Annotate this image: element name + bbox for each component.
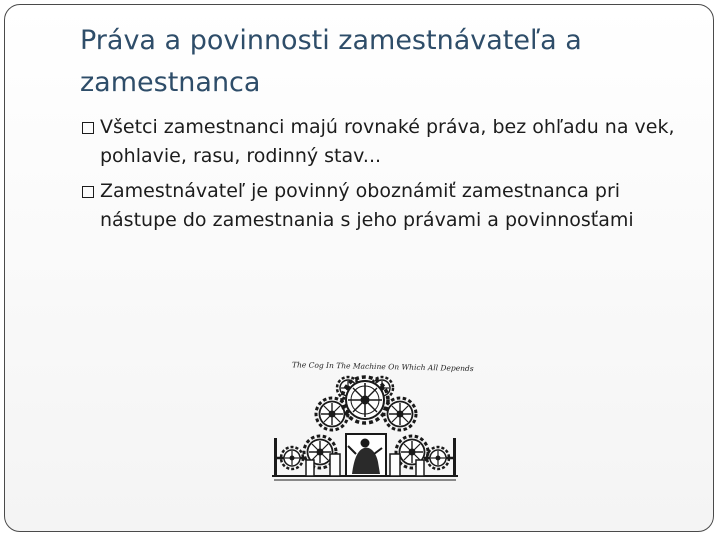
- bullet-item: [82, 177, 702, 235]
- illustration-caption: The Cog In The Machine On Which All Depends: [291, 360, 474, 374]
- bullet-item: [82, 113, 702, 171]
- bullet-list: [82, 113, 702, 241]
- bullet-text: Všetci zamestnanci majú rovnaké práva, bez ohľadu na vek, pohlavie, rasu, rodinný stav...: [100, 116, 675, 167]
- bullet-box-icon: [82, 122, 94, 134]
- slide-title: Práva a povinnosti zamestnávateľa a zamestnanca: [80, 25, 582, 98]
- bullet-text: Zamestnávateľ je povinný oboznámiť zamestnanca pri nástupe do zamestnania s jeho právami a povinnosťami: [100, 180, 634, 231]
- bullet-box-icon: [82, 186, 94, 198]
- gears-machine-illustration: [266, 354, 474, 482]
